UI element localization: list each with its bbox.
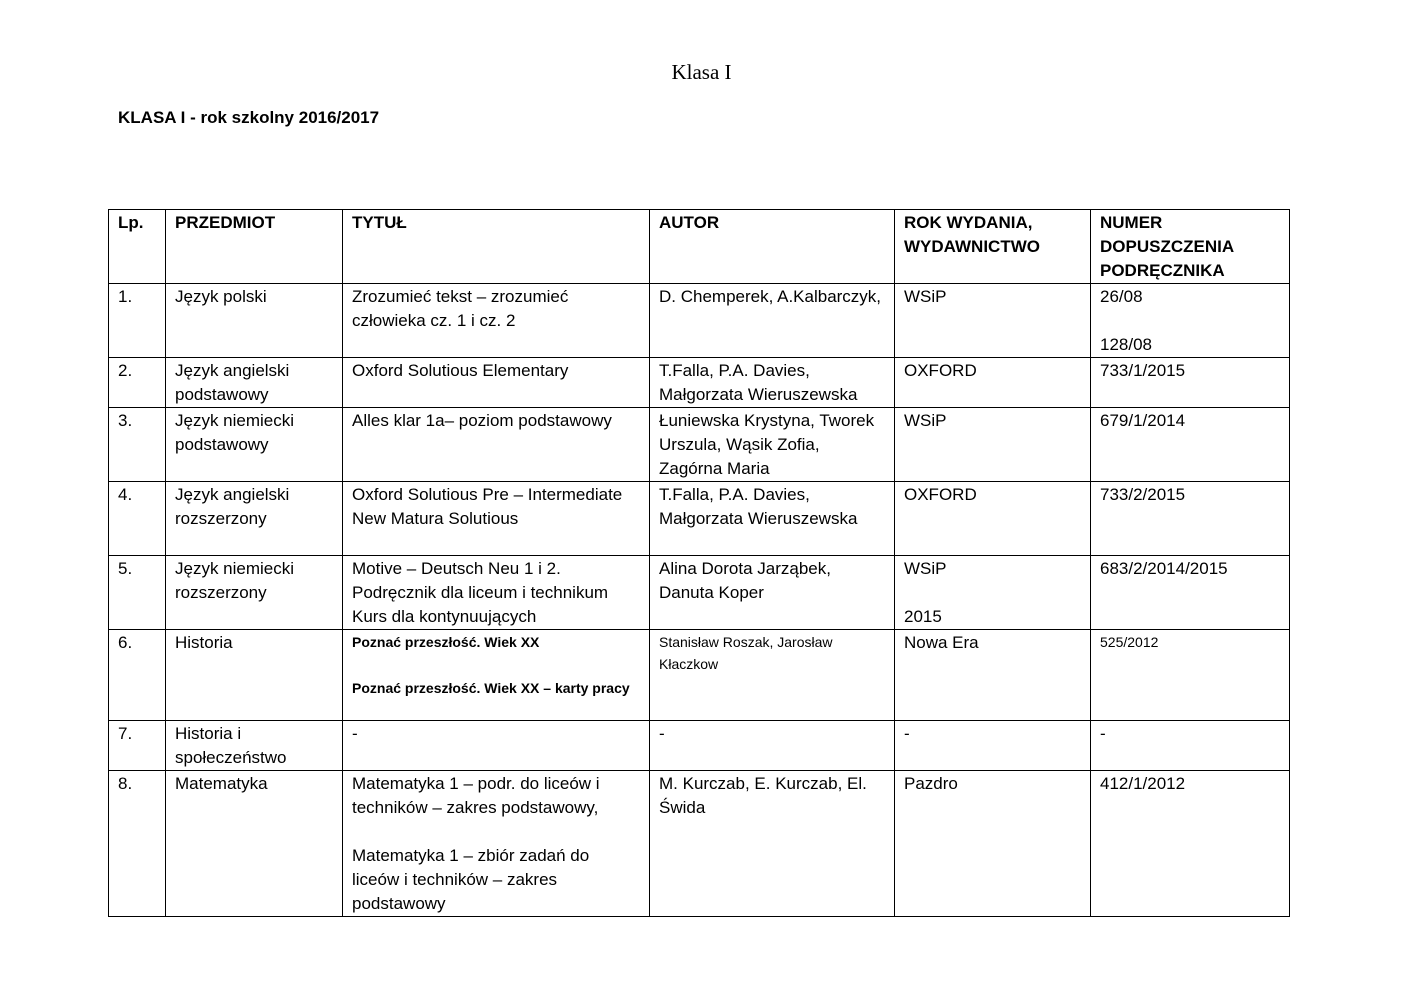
cell-autor: Stanisław Roszak, Jarosław Kłaczkow [650, 630, 895, 721]
cell-przedmiot: Język angielski podstawowy [166, 358, 343, 408]
cell-rok: WSiP [895, 408, 1091, 482]
cell-przedmiot: Historia [166, 630, 343, 721]
cell-przedmiot: Język polski [166, 284, 343, 358]
cell-lp: 2. [109, 358, 166, 408]
cell-tytul: - [343, 721, 650, 771]
cell-autor: T.Falla, P.A. Davies, Małgorzata Wieruszewska [650, 482, 895, 556]
cell-lp: 5. [109, 556, 166, 630]
cell-przedmiot: Język angielski rozszerzony [166, 482, 343, 556]
cell-tytul-line: Matematyka 1 – zbiór zadań do liceów i techników – zakres podstawowy [352, 846, 594, 913]
table-row [109, 408, 1290, 482]
table-row [109, 630, 1290, 721]
cell-numer: 683/2/2014/2015 [1091, 556, 1290, 630]
cell-rok: OXFORD [895, 482, 1091, 556]
cell-autor: T.Falla, P.A. Davies, Małgorzata Wieruszewska [650, 358, 895, 408]
cell-numer: 733/1/2015 [1091, 358, 1290, 408]
cell-rok: - [895, 721, 1091, 771]
cell-przedmiot: Historia i społeczeństwo [166, 721, 343, 771]
cell-tytul: Oxford Solutious Pre – Intermediate New Matura Solutious [343, 482, 650, 556]
table-row [109, 284, 1290, 358]
cell-lp: 7. [109, 721, 166, 771]
textbook-table [108, 209, 1290, 917]
cell-tytul: Alles klar 1a– poziom podstawowy [343, 408, 650, 482]
cell-numer: 412/1/2012 [1091, 771, 1290, 917]
cell-rok [895, 556, 1091, 630]
cell-tytul [343, 771, 650, 917]
cell-przedmiot: Język niemiecki podstawowy [166, 408, 343, 482]
cell-numer: - [1091, 721, 1290, 771]
cell-numer: 525/2012 [1091, 630, 1290, 721]
table-row [109, 721, 1290, 771]
cell-tytul-line: Poznać przeszłość. Wiek XX – karty pracy [352, 680, 630, 696]
table-row [109, 771, 1290, 917]
table-row [109, 482, 1290, 556]
cell-tytul-line: Poznać przeszłość. Wiek XX [352, 634, 540, 650]
header-rok: ROK WYDANIA, WYDAWNICTWO [895, 210, 1091, 284]
cell-lp: 6. [109, 630, 166, 721]
cell-rok: Nowa Era [895, 630, 1091, 721]
cell-rok-line: WSiP [904, 559, 947, 578]
cell-autor: - [650, 721, 895, 771]
document-subtitle: KLASA I - rok szkolny 2016/2017 [118, 108, 380, 127]
cell-tytul: Zrozumieć tekst – zrozumieć człowieka cz. 1 i cz. 2 [343, 284, 650, 358]
header-autor: AUTOR [650, 210, 895, 284]
cell-lp: 1. [109, 284, 166, 358]
table-row [109, 556, 1290, 630]
cell-rok: OXFORD [895, 358, 1091, 408]
table-row [109, 358, 1290, 408]
header-lp: Lp. [109, 210, 166, 284]
cell-numer-line: 128/08 [1100, 335, 1152, 354]
page-title: Klasa I [671, 60, 732, 84]
cell-przedmiot: Język niemiecki rozszerzony [166, 556, 343, 630]
cell-tytul-line: Matematyka 1 – podr. do liceów i techników – zakres podstawowy, [352, 774, 605, 817]
cell-tytul [343, 630, 650, 721]
cell-numer [1091, 284, 1290, 358]
cell-tytul: Motive – Deutsch Neu 1 i 2. Podręcznik dla liceum i technikum Kurs dla kontynuujących [343, 556, 650, 630]
cell-tytul: Oxford Solutious Elementary [343, 358, 650, 408]
cell-rok: Pazdro [895, 771, 1091, 917]
table-header-row [109, 210, 1290, 284]
header-numer: NUMER DOPUSZCZENIA PODRĘCZNIKA [1091, 210, 1290, 284]
cell-numer: 733/2/2015 [1091, 482, 1290, 556]
cell-autor: Łuniewska Krystyna, Tworek Urszula, Wąsik Zofia, Zagórna Maria [650, 408, 895, 482]
cell-lp: 4. [109, 482, 166, 556]
header-przedmiot: PRZEDMIOT [166, 210, 343, 284]
cell-rok: WSiP [895, 284, 1091, 358]
cell-numer: 679/1/2014 [1091, 408, 1290, 482]
cell-autor: M. Kurczab, E. Kurczab, El. Świda [650, 771, 895, 917]
cell-autor: Alina Dorota Jarząbek, Danuta Koper [650, 556, 895, 630]
cell-rok-line: 2015 [904, 607, 942, 626]
cell-lp: 8. [109, 771, 166, 917]
cell-przedmiot: Matematyka [166, 771, 343, 917]
cell-numer-line: 26/08 [1100, 287, 1143, 306]
header-tytul: TYTUŁ [343, 210, 650, 284]
cell-lp: 3. [109, 408, 166, 482]
cell-autor: D. Chemperek, A.Kalbarczyk, [650, 284, 895, 358]
